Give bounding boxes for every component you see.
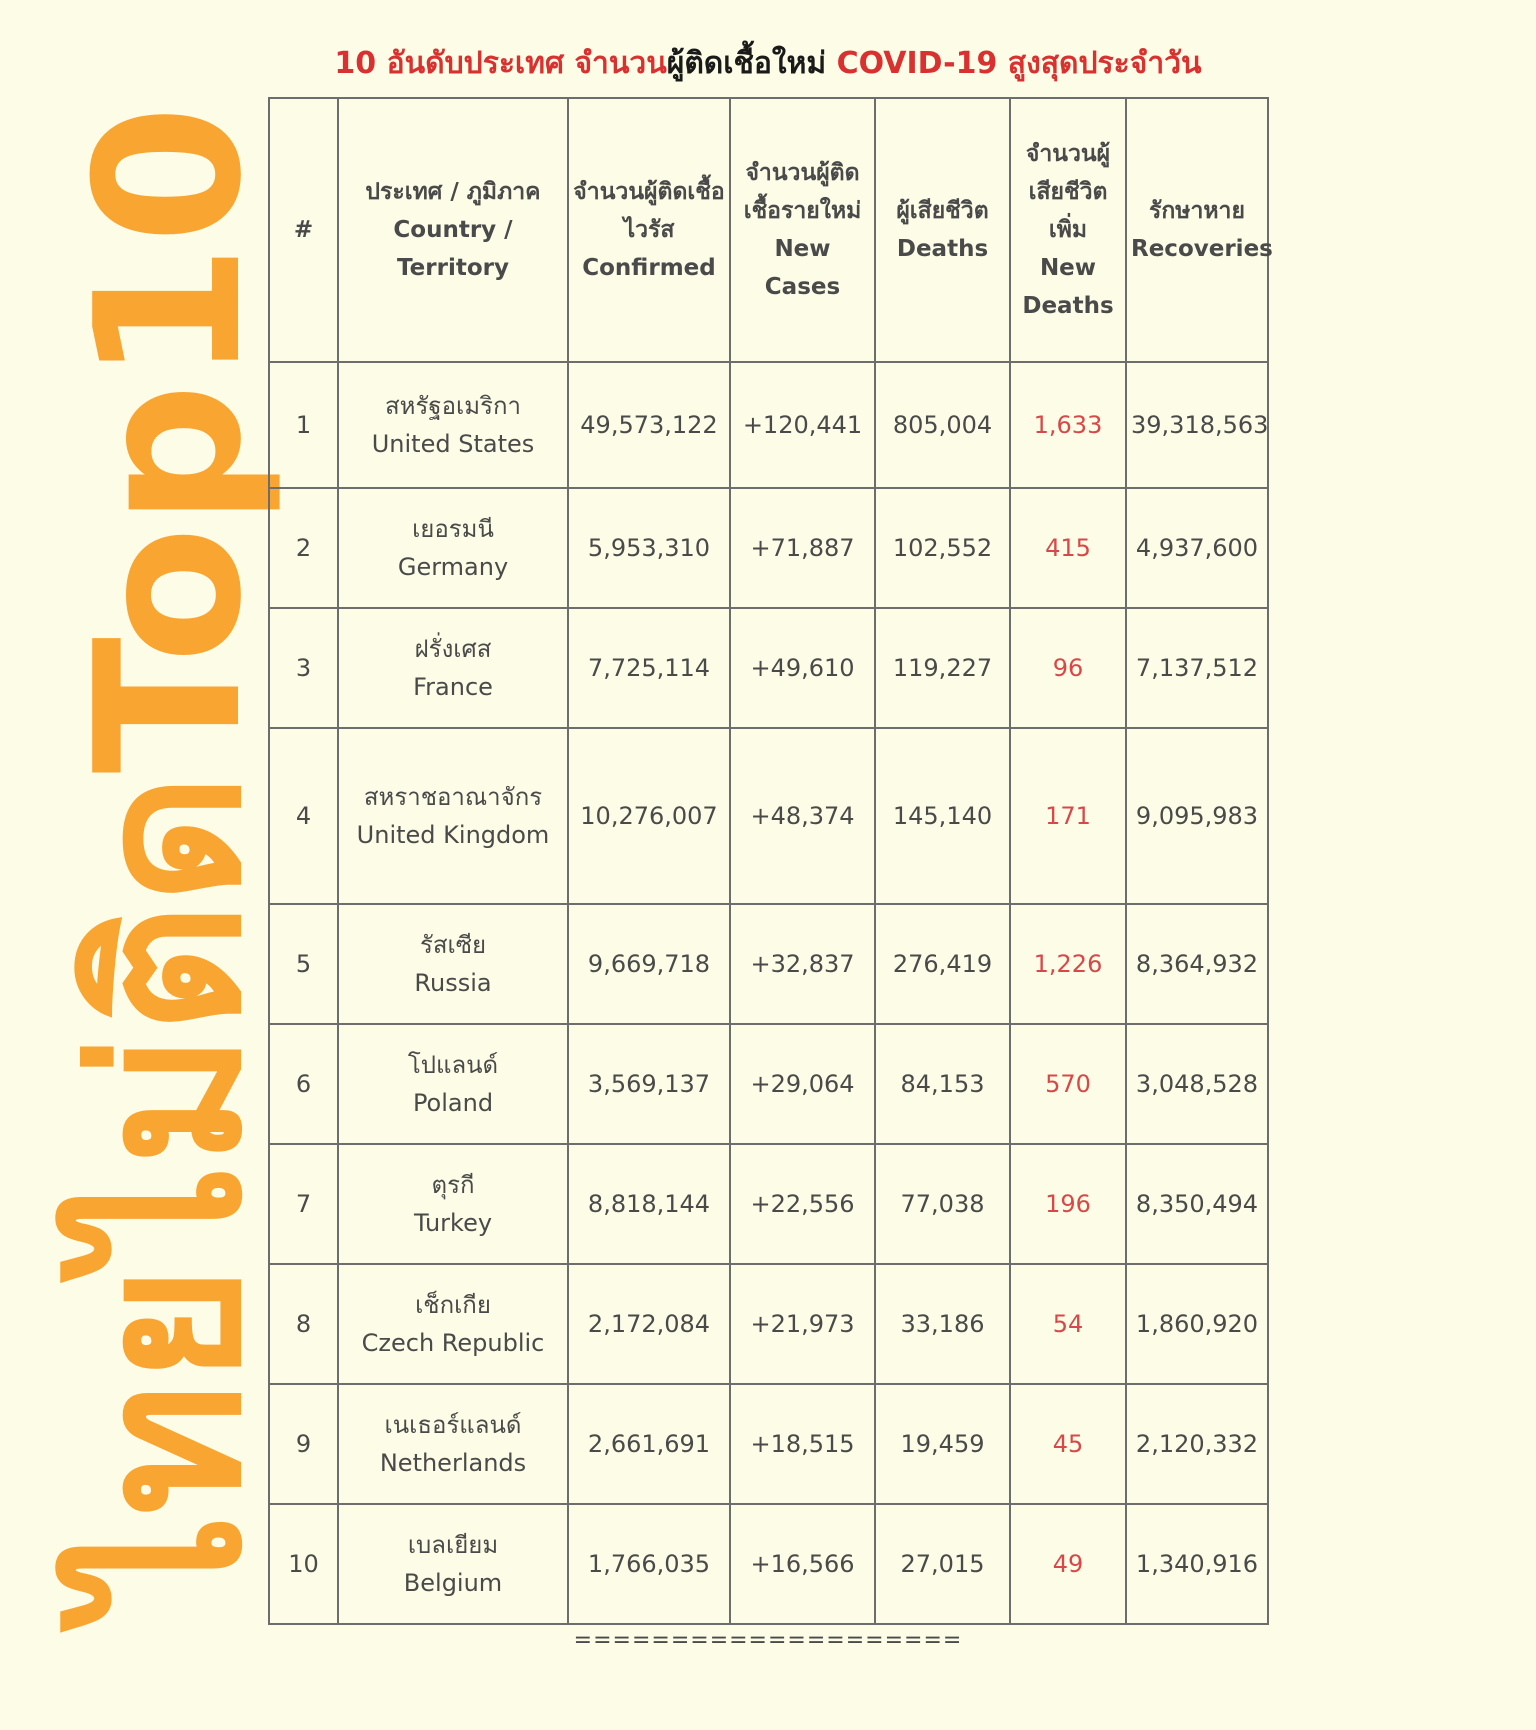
- new-deaths-cell: 49: [1010, 1504, 1126, 1624]
- header-new-cases: จำนวนผู้ติดเชื้อรายใหม่ New Cases: [730, 98, 875, 362]
- header-new-deaths: จำนวนผู้เสียชีวิตเพิ่ม New Deaths: [1010, 98, 1126, 362]
- deaths-cell: 77,038: [875, 1144, 1010, 1264]
- rank-cell: 8: [269, 1264, 338, 1384]
- table-row: [269, 1384, 1268, 1504]
- country-cell: รัสเซีย Russia: [338, 904, 568, 1024]
- new-deaths-cell: 196: [1010, 1144, 1126, 1264]
- separator-line: ====================: [573, 1628, 963, 1653]
- header-rank: #: [269, 98, 338, 362]
- confirmed-cell: 7,725,114: [568, 608, 730, 728]
- new-deaths-cell: 45: [1010, 1384, 1126, 1504]
- new-cases-cell: +48,374: [730, 728, 875, 904]
- deaths-cell: 145,140: [875, 728, 1010, 904]
- recoveries-cell: 8,350,494: [1126, 1144, 1268, 1264]
- country-cell: เช็กเกีย Czech Republic: [338, 1264, 568, 1384]
- deaths-cell: 19,459: [875, 1384, 1010, 1504]
- new-cases-cell: +32,837: [730, 904, 875, 1024]
- new-cases-cell: +18,515: [730, 1384, 875, 1504]
- watermark-text: ไทยไม่ติดTop10: [53, 104, 286, 1616]
- table-row: [269, 904, 1268, 1024]
- confirmed-cell: 1,766,035: [568, 1504, 730, 1624]
- recoveries-cell: 4,937,600: [1126, 488, 1268, 608]
- table-row: [269, 1264, 1268, 1384]
- country-cell: โปแลนด์ Poland: [338, 1024, 568, 1144]
- new-cases-cell: +16,566: [730, 1504, 875, 1624]
- confirmed-cell: 2,172,084: [568, 1264, 730, 1384]
- deaths-cell: 27,015: [875, 1504, 1010, 1624]
- header-confirmed: จำนวนผู้ติดเชื้อไวรัส Confirmed: [568, 98, 730, 362]
- confirmed-cell: 3,569,137: [568, 1024, 730, 1144]
- deaths-cell: 805,004: [875, 362, 1010, 488]
- new-cases-cell: +120,441: [730, 362, 875, 488]
- deaths-cell: 33,186: [875, 1264, 1010, 1384]
- recoveries-cell: 1,340,916: [1126, 1504, 1268, 1624]
- new-deaths-cell: 415: [1010, 488, 1126, 608]
- covid-table: [268, 97, 1273, 1625]
- new-cases-cell: +21,973: [730, 1264, 875, 1384]
- rank-cell: 5: [269, 904, 338, 1024]
- title-part-2: ผู้ติดเชื้อใหม่: [666, 46, 827, 81]
- recoveries-cell: 8,364,932: [1126, 904, 1268, 1024]
- country-cell: สหรัฐอเมริกา United States: [338, 362, 568, 488]
- country-cell: เบลเยียม Belgium: [338, 1504, 568, 1624]
- country-cell: ฝรั่งเศส France: [338, 608, 568, 728]
- country-cell: ตุรกี Turkey: [338, 1144, 568, 1264]
- new-cases-cell: +49,610: [730, 608, 875, 728]
- header-country: ประเทศ / ภูมิภาค Country / Territory: [338, 98, 568, 362]
- confirmed-cell: 10,276,007: [568, 728, 730, 904]
- country-cell: เยอรมนี Germany: [338, 488, 568, 608]
- recoveries-cell: 2,120,332: [1126, 1384, 1268, 1504]
- rank-cell: 9: [269, 1384, 338, 1504]
- rank-cell: 10: [269, 1504, 338, 1624]
- new-cases-cell: +22,556: [730, 1144, 875, 1264]
- recoveries-cell: 9,095,983: [1126, 728, 1268, 904]
- recoveries-cell: 1,860,920: [1126, 1264, 1268, 1384]
- title-part-1: 10 อันดับประเทศ จำนวน: [334, 46, 667, 81]
- confirmed-cell: 49,573,122: [568, 362, 730, 488]
- table-row: [269, 1504, 1268, 1624]
- new-deaths-cell: 96: [1010, 608, 1126, 728]
- header-recoveries: รักษาหาย Recoveries: [1126, 98, 1268, 362]
- rank-cell: 4: [269, 728, 338, 904]
- recoveries-cell: 3,048,528: [1126, 1024, 1268, 1144]
- table-row: [269, 608, 1268, 728]
- deaths-cell: 84,153: [875, 1024, 1010, 1144]
- table-row: [269, 1144, 1268, 1264]
- recoveries-cell: 7,137,512: [1126, 608, 1268, 728]
- rank-cell: 7: [269, 1144, 338, 1264]
- confirmed-cell: 8,818,144: [568, 1144, 730, 1264]
- new-deaths-cell: 570: [1010, 1024, 1126, 1144]
- rank-cell: 6: [269, 1024, 338, 1144]
- recoveries-cell: 39,318,563: [1126, 362, 1268, 488]
- rank-cell: 3: [269, 608, 338, 728]
- confirmed-cell: 9,669,718: [568, 904, 730, 1024]
- table-row: [269, 728, 1268, 904]
- new-cases-cell: +71,887: [730, 488, 875, 608]
- page-title: [0, 40, 1536, 87]
- new-deaths-cell: 54: [1010, 1264, 1126, 1384]
- rank-cell: 1: [269, 362, 338, 488]
- rank-cell: 2: [269, 488, 338, 608]
- new-deaths-cell: 1,633: [1010, 362, 1126, 488]
- deaths-cell: 102,552: [875, 488, 1010, 608]
- title-part-3: COVID-19 สูงสุดประจำวัน: [826, 46, 1202, 81]
- country-cell: สหราชอาณาจักร United Kingdom: [338, 728, 568, 904]
- new-deaths-cell: 1,226: [1010, 904, 1126, 1024]
- table-row: [269, 362, 1268, 488]
- country-cell: เนเธอร์แลนด์ Netherlands: [338, 1384, 568, 1504]
- confirmed-cell: 5,953,310: [568, 488, 730, 608]
- confirmed-cell: 2,661,691: [568, 1384, 730, 1504]
- new-deaths-cell: 171: [1010, 728, 1126, 904]
- header-deaths: ผู้เสียชีวิต Deaths: [875, 98, 1010, 362]
- deaths-cell: 276,419: [875, 904, 1010, 1024]
- table-row: [269, 488, 1268, 608]
- table-row: [269, 1024, 1268, 1144]
- table-header-row: [269, 98, 1268, 362]
- new-cases-cell: +29,064: [730, 1024, 875, 1144]
- deaths-cell: 119,227: [875, 608, 1010, 728]
